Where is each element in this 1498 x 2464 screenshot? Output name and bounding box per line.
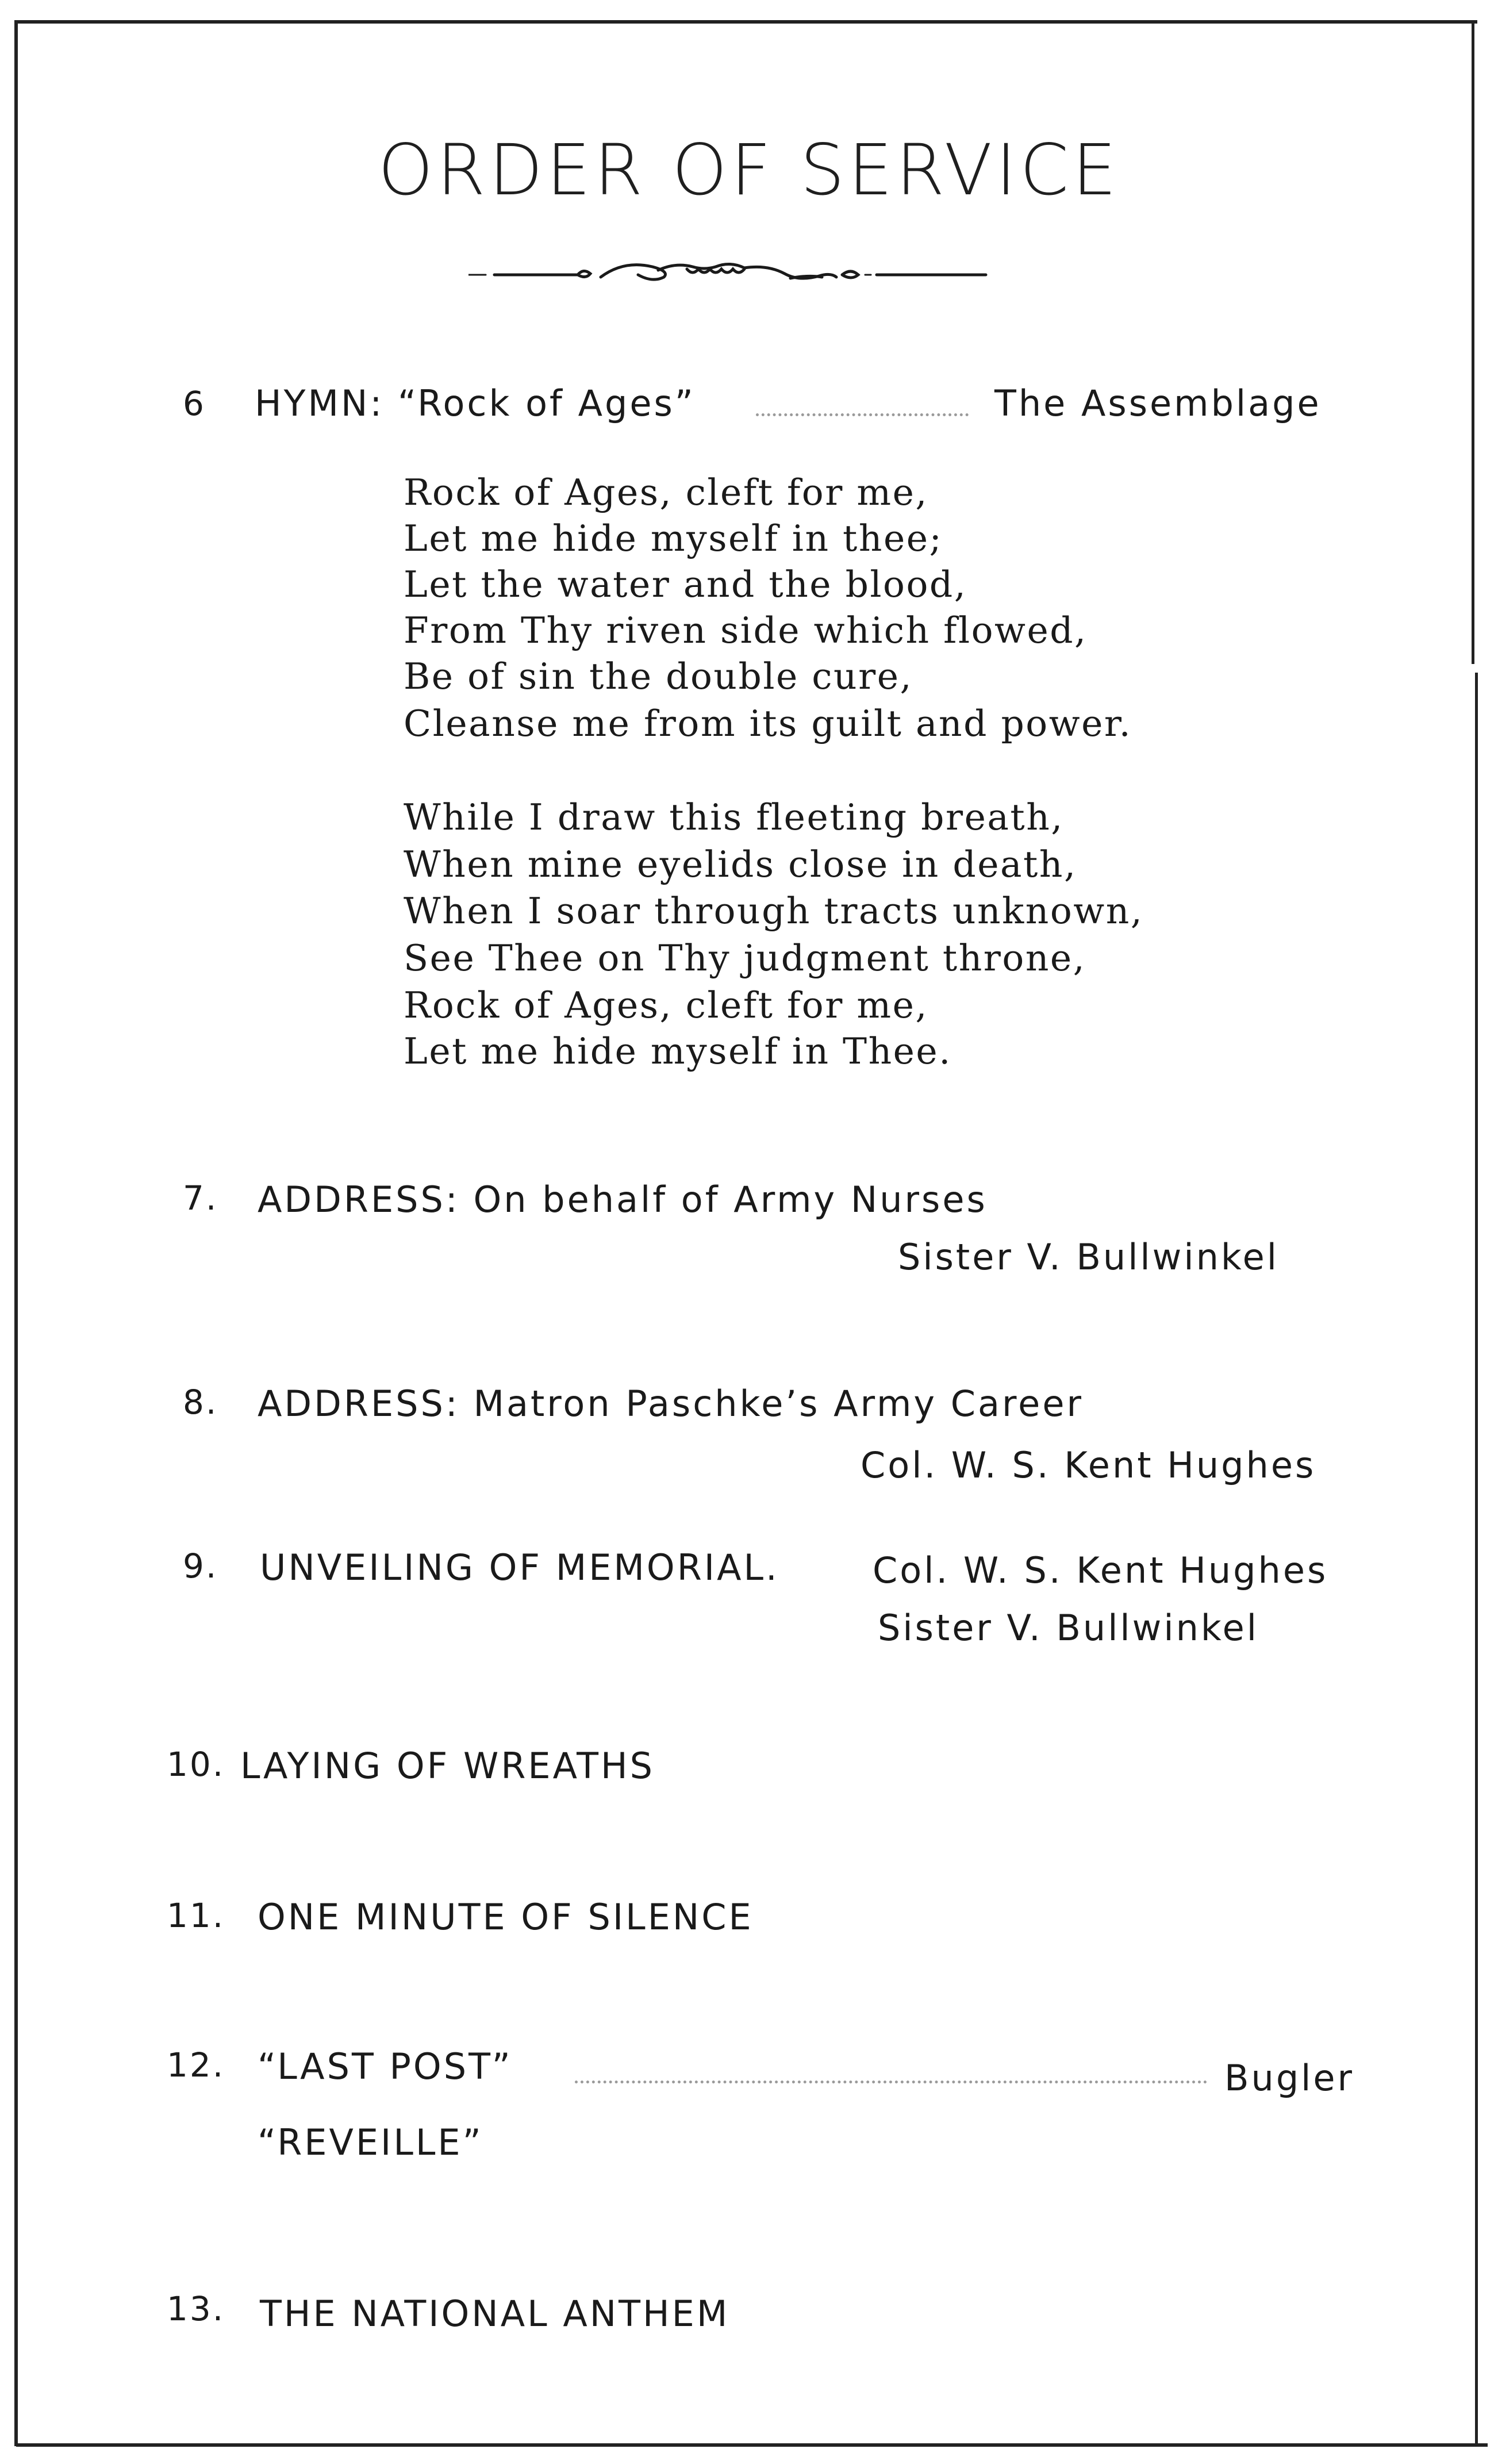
item-heading: “LAST POST” (258, 2045, 513, 2087)
frame-top-rule (14, 20, 1477, 24)
hymn-line: See Thee on Thy judgment throne, (404, 937, 1086, 979)
dot-leader (575, 2078, 1207, 2083)
item-number: 9. (183, 1546, 218, 1586)
item-number: 6 (183, 384, 206, 423)
frame-right-rule-lower (1475, 673, 1478, 2446)
item-performer: Col. W. S. Kent Hughes (873, 1549, 1328, 1591)
frame-left-rule (14, 20, 18, 2446)
item-number: 11. (167, 1896, 225, 1935)
item-heading: “REVEILLE” (258, 2121, 483, 2163)
item-number: 10. (167, 1745, 225, 1784)
item-number: 12. (167, 2045, 225, 2085)
item-number: 7. (183, 1179, 218, 1218)
frame-right-rule (1472, 20, 1474, 664)
item-performer: Sister V. Bullwinkel (878, 1607, 1259, 1649)
item-heading: LAYING OF WREATHS (240, 1745, 655, 1787)
item-number: 8. (183, 1383, 218, 1422)
hymn-line: While I draw this fleeting breath, (404, 796, 1064, 838)
item-performer: Col. W. S. Kent Hughes (861, 1444, 1316, 1486)
dot-leader (756, 411, 969, 416)
hymn-line: Let me hide myself in thee; (404, 517, 943, 559)
hymn-line: When I soar through tracts unknown, (404, 890, 1144, 932)
page-title: ORDER OF SERVICE (378, 129, 1120, 211)
hymn-line: Cleanse me from its guilt and power. (404, 703, 1132, 744)
item-heading: ADDRESS: Matron Paschke’s Army Career (258, 1383, 1084, 1425)
item-heading: ADDRESS: On behalf of Army Nurses (258, 1179, 988, 1221)
hymn-line: Rock of Ages, cleft for me, (404, 471, 928, 513)
hymn-line: Let the water and the blood, (404, 563, 967, 605)
item-number: 13. (167, 2289, 225, 2328)
ornament-divider (468, 253, 1006, 293)
item-performer: Sister V. Bullwinkel (898, 1236, 1279, 1278)
item-performer: Bugler (1224, 2057, 1355, 2099)
hymn-line: Be of sin the double cure, (404, 655, 913, 697)
item-heading: UNVEILING OF MEMORIAL. (260, 1546, 779, 1588)
hymn-line: Let me hide myself in Thee. (404, 1030, 952, 1072)
item-heading: ONE MINUTE OF SILENCE (258, 1896, 754, 1938)
hymn-line: From Thy riven side which flowed, (404, 609, 1088, 651)
hymn-line: When mine eyelids close in death, (404, 843, 1077, 885)
hymn-line: Rock of Ages, cleft for me, (404, 984, 928, 1026)
item-performer: The Assemblage (994, 382, 1322, 424)
item-heading: HYMN: “Rock of Ages” (255, 382, 696, 424)
frame-bottom-rule (16, 2443, 1488, 2447)
item-heading: THE NATIONAL ANTHEM (260, 2293, 730, 2335)
